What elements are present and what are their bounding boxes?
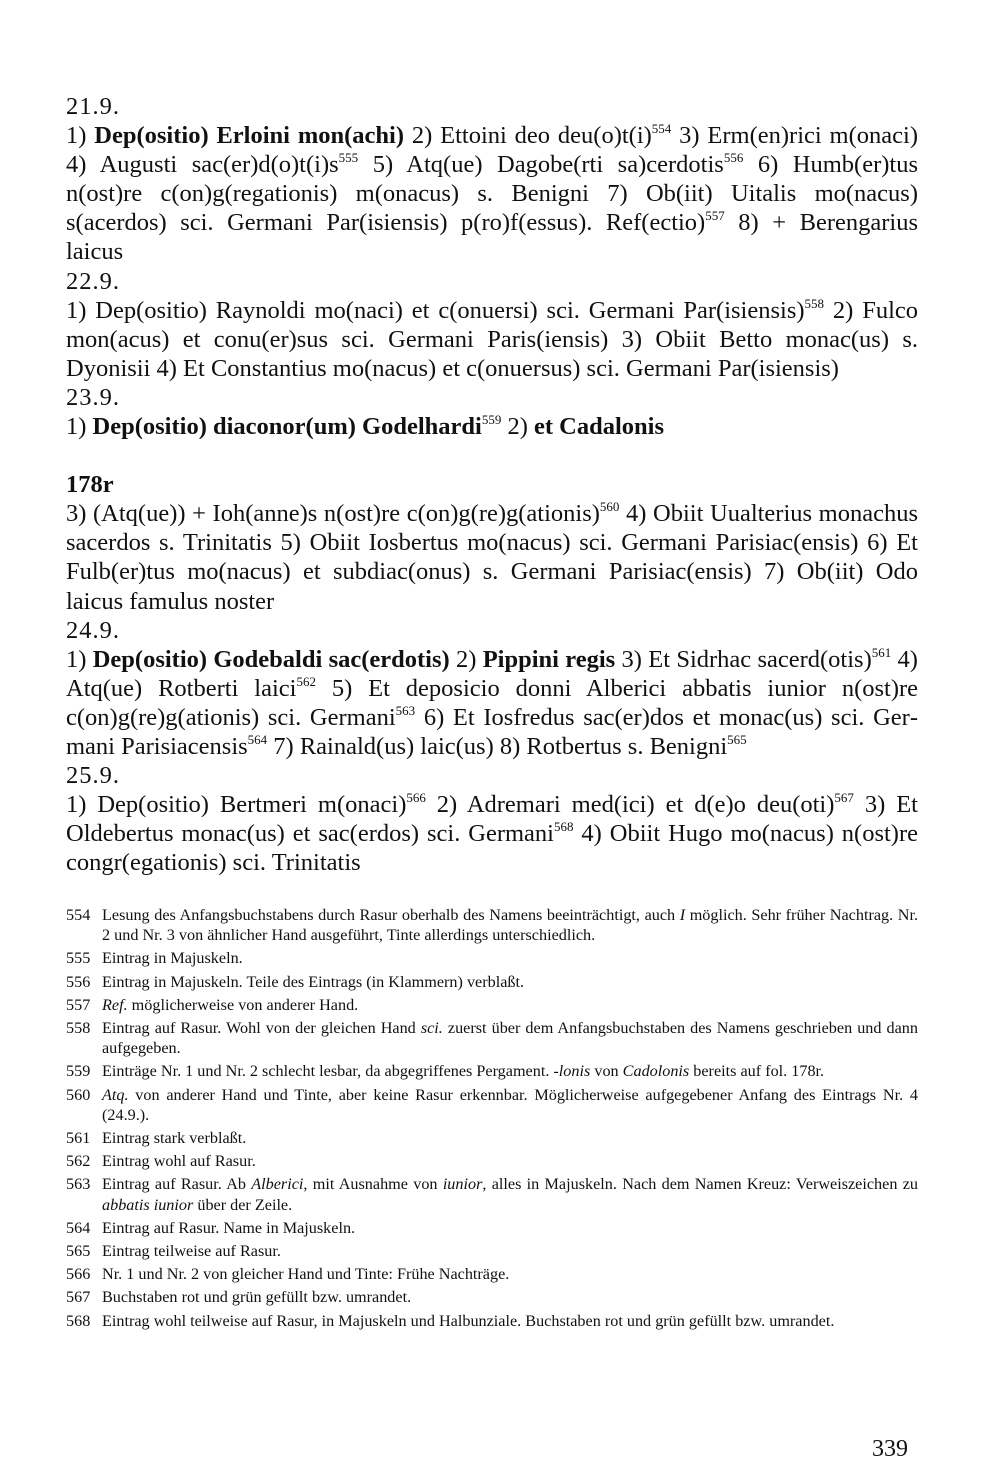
footnote-ref: 563 [395,702,416,718]
footnote-ref: 562 [296,673,316,689]
footnote-ref: 568 [554,819,574,835]
footnote-ref: 560 [599,499,620,515]
footnote-ref: 567 [834,790,854,805]
date-heading: 23.9. [66,383,120,411]
footnote: 557 Ref. möglicherweise von anderer Hand. [66,995,359,1014]
footnote-ref: 558 [804,295,825,311]
footnote-ref: 557 [705,208,725,224]
main-text [66,92,918,877]
folio-marker: 178r [66,471,114,499]
footnote: 566 Nr. 1 und Nr. 2 von gleicher Hand und Tinte: Frühe Nachträge. [66,1265,510,1284]
entry-paragraph: 1) Dep(ositio) diaconor(um) Godelhardi$^{559}$ 2) et Cadalonis [66,411,665,441]
footnotes [66,905,918,1334]
footnote: 558 Eintrag auf Rasur. Wohl von der gleichen Hand sci. zuerst über dem Anfangsbuchstaben des Namens geschrieben und dann aufgegeben. [66,1019,918,1058]
footnote-ref: 561 [871,644,892,660]
footnote: 554 Lesung des Anfangsbuchstabens durch Rasur oberhalb des Namens beeinträchtigt, auch I möglich. Sehr früher Nachtrag. Nr. 2 und Nr. 3 von ähnlicher Hand ausgeführt, Tinte allerdings unterschiedlich. [66,906,918,945]
entry-paragraph: 3) (Atq(ue)) + Ioh(anne)s n(ost)re c(on)g(re)g(ationis)$^{560}$ 4) Obiit Uualterius monachus sacerdos s. Trinitatis 5) Obiit Iosbertus mo(nacus) sci. Germani Parisiac(ensis) 6) Et Fulb(er)tus mo(nacus) et subdiac(onus) s. Germani Parisiac(ensis) 7) Ob(iit) Odo laicus famulus noster [66,499,918,615]
footnote: 561 Eintrag stark verblaßt. [66,1129,247,1148]
footnote: 563 Eintrag auf Rasur. Ab Alberici, mit Ausnahme von iunior, alles in Majuskeln. Nach dem Namen Kreuz: Verweiszeichen zu abbatis iunior über der Zeile. [66,1175,918,1214]
footnote: 560 Atq. von anderer Hand und Tinte, aber keine Rasur erkennbar. Möglicherweise aufgegebener Anfang des Eintrags Nr. 4 (24.9.). [66,1085,918,1124]
footnote: 565 Eintrag teilweise auf Rasur. [66,1242,281,1261]
footnote-ref: 565 [727,731,747,747]
bold-entry: Dep(ositio) Erloini mon(achi) [94,122,404,150]
footnote-ref: 559 [481,411,502,427]
page-number: 339 [872,1436,908,1462]
bold-entry: Dep(ositio) Godebaldi sac(erdotis) [92,645,450,673]
footnote: 567 Buchstaben rot und grün gefüllt bzw. umrandet. [66,1288,412,1307]
bold-entry: et Cadalonis [534,413,665,441]
date-heading: 21.9. [66,93,120,120]
date-heading: 24.9. [66,616,120,644]
date-heading: 25.9. [66,762,120,790]
footnote-ref: 554 [651,120,672,136]
footnote: 562 Eintrag wohl auf Rasur. [66,1152,256,1171]
entry-paragraph: 1) Dep(ositio) Bertmeri m(onaci)$^{566}$ 2) Adremari med(ici) et d(e)o deu(oti)$^{567}$ 3) Et Oldebertus monac(us) et sac(erdos) sci. Germani$^{568}$ 4) Obiit Hugo mo(nacus) n(ost)re congr(egationis) sci. Trinitatis [66,790,918,877]
footnote-ref: 566 [406,790,426,805]
footnote-ref: 555 [338,150,359,166]
footnote: 564 Eintrag auf Rasur. Name in Majuskeln. [66,1218,356,1237]
bold-entry: Dep(ositio) diaconor(um) Godelhardi [92,413,482,441]
entry-paragraph: 1) Dep(ositio) Erloini mon(achi) 2) Ettoini deo $deu(o)t(i)^{554}$ 3) Erm(en)rici m(onaci) 4) Augusti $sac(er)d(o)t(i)s^{555}$ 5) Atq(ue) Dagobe(rti sa)cerdotis$^{556}$ 6) Humb(er)tus n(ost)re c(on)g(regationis) m(onacus) s. Benigni 7) Ob(iit) Uitalis mo(nacus) s(acerdos) sci. Germani Par(isiensis) p(ro)f(essus). Ref(ectio)$^{557}$ 8) + Berengarius laicus [66,120,918,266]
entry-paragraph: 1) Dep(ositio) Godebaldi sac(erdotis) 2) Pippini regis 3) Et Sidrhac sacerd(otis)$^{561}$ 4) Atq(ue) Rotberti laici$^{562}$ 5) Et deposicio donni Alberici abbatis iunior n(ost)re c(on)g(re)g(ationis) sci. Germani$^{563}$ 6) Et Iosfredus sac(er)dos et monac(us) sci. Germani Parisiacensis$^{564}$ 7) Rainald(us) laic(us) 8) Rotbertus s. Benigni$^{565}$ [66,644,919,760]
bold-entry: Pippini regis [482,645,616,673]
footnote: 556 Eintrag in Majuskeln. Teile des Eintrags (in Klammern) verblaßt. [66,972,525,991]
footnote-ref: 564 [247,731,268,747]
footnote: 559 Einträge Nr. 1 und Nr. 2 schlecht lesbar, da abgegriffenes Pergament. -lonis von Cadolonis bereits auf fol. 178r. [66,1062,825,1081]
footnote: 555 Eintrag in Majuskeln. [66,949,243,968]
date-heading: 22.9. [66,267,120,295]
footnote-ref: 556 [723,150,744,166]
entry-paragraph: 1) Dep(ositio) Raynoldi mo(naci) et c(onuersi) sci. Germani Par(isiensis)$^{558}$ 2) Fulco mon(acus) et conu(er)sus sci. Germani Paris(iensis) 3) Obiit Betto monac(us) s. Dyonisii 4) Et Constantius mo(nacus) et c(onuersus) sci. Germani Par(isiensis) [66,295,918,382]
footnote: 568 Eintrag wohl teilweise auf Rasur, in Majuskeln und Halbunziale. Buchstaben rot und grün gefüllt bzw. umrandet. [66,1311,835,1330]
